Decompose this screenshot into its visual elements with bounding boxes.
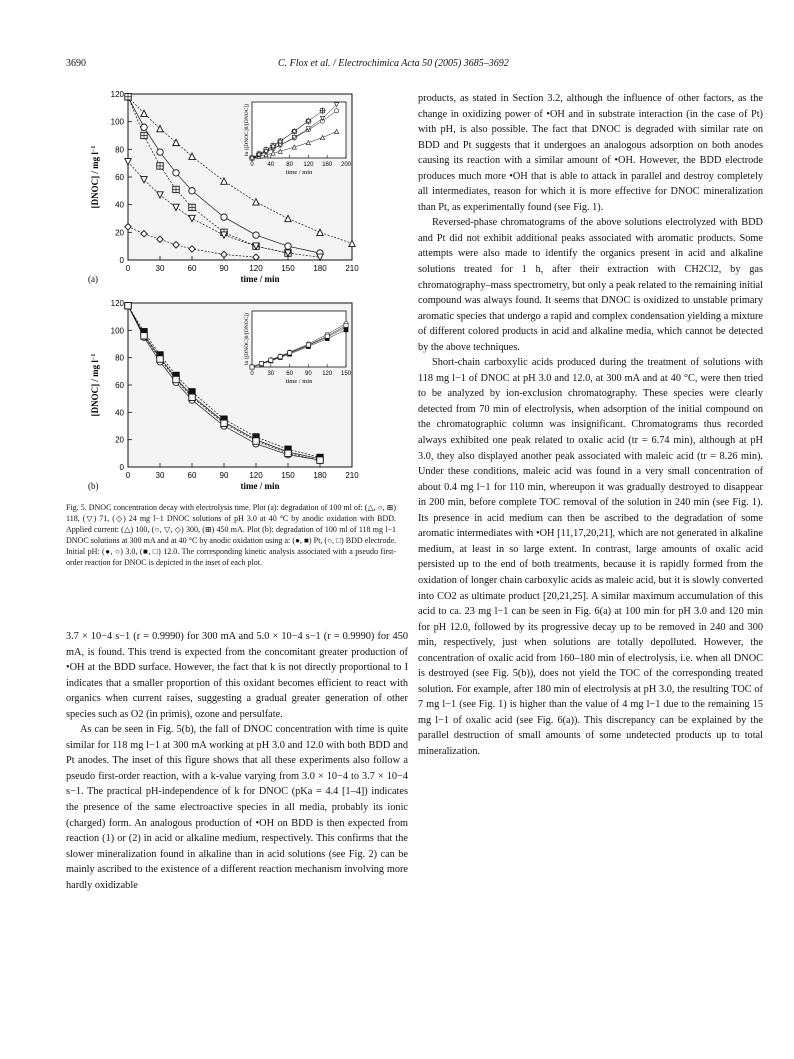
x-tick-label: 90 — [219, 471, 229, 480]
data-point — [306, 343, 310, 347]
y-tick-label: 0 — [119, 463, 124, 472]
data-point — [317, 457, 323, 463]
x-tick-label: 0 — [125, 471, 131, 480]
y-tick-label: 80 — [115, 353, 124, 363]
chart-5b — [84, 297, 406, 497]
inset-x-tick-label: 120 — [322, 371, 333, 377]
running-header: C. Flox et al. / Electrochimica Acta 50 (2005) 3685–3692 — [278, 58, 509, 69]
x-axis-label: time / min — [240, 274, 280, 284]
paragraph: As can be seen in Fig. 5(b), the fall of DNOC concentration with time is quite similar for 118 mg l−1 at 300 mA working at pH 3.0 and 12.0 with both BDD and Pt anodes. The inset of this figure shows that all these experiments also follow a pseudo first-order reaction, with a k-value varying from 3.0 × 10−4 to 3.7 × 10−4 s−1. The practical pH-independence of k for DNOC (pKa = 4.4 [1–4]) indicates the presence of the same electroactive species in all media, probably its ionic (charged) form. An analogous production of •OH on BDD is then expected from reaction (1) or (2) in acid or alkaline medium, respectively. This confirms that the slower mineralization found in alkaline than in acid solutions (see Fig. 2) can be mainly ascribed to the existence of a different reaction mechanism involving more hardly oxidizable — [66, 724, 408, 891]
data-point — [157, 149, 163, 155]
data-point — [173, 376, 179, 382]
x-tick-label: 210 — [345, 264, 359, 273]
y-tick-label: 40 — [115, 408, 124, 418]
data-point — [141, 333, 147, 339]
panel-label: (b) — [88, 481, 99, 491]
x-tick-label: 0 — [125, 264, 131, 273]
inset-x-tick-label: 160 — [322, 162, 333, 168]
inset-x-axis-label: time / min — [285, 169, 313, 176]
data-point — [335, 109, 339, 113]
figure-5b — [84, 297, 406, 497]
paragraph: products, as stated in Section 3.2, although the influence of other factors, as the change in oxidizing power of •OH and in substrate interaction (in the case of Pt) with pH, is also possible. The fact that DNOC is degraded with similar rate on BDD and Pt suggests that it undergoes an analogous adsorption on both anodes causing its reaction with a similar amount of •OH. However, the BDD electrode produces much more •OH that is able to attack in parallel and destroy completely all intermediates, reason for which it is more effective for DNOC mineralization than Pt, as experimentally found (see Fig. 1). — [418, 93, 763, 213]
data-point — [325, 334, 329, 338]
data-point — [189, 188, 195, 194]
data-point — [288, 351, 292, 355]
inset-x-tick-label: 80 — [286, 162, 293, 168]
paragraph: 3.7 × 10−4 s−1 (r = 0.9990) for 300 mA and 5.0 × 10−4 s−1 (r = 0.9990) for 450 mA, is found. This trend is expected from the concomitant greater production of •OH at the BDD surface. However, the fact that k is not directly proportional to I indicates that a smaller proportion of this oxidant becomes efficient to react with organics when current raises, suggesting a gradual greater generation of other species such as O2 (in primis), ozone and persulfate. — [66, 631, 408, 720]
y-tick-label: 100 — [110, 326, 124, 336]
paragraph: Short-chain carboxylic acids produced during the treatment of solutions with 118 mg l−1 of DNOC at pH 3.0 and 12.0, at 300 mA and at 40 °C, were then tried to be analyzed by ion-exclusion chromatography. These species were clearly detected from 70 min of electrolysis, when adsorption of the initial compound on the chromatographic column was insignificant. Chromatograms thus recorded always exhibited one peak related to oxalic acid (tr = 6.74 min), although at pH 3.0, they also displayed another peak associated with maleic acid (tr = 8.26 min). Under these conditions, maleic acid was found in a very small concentration of about 0.4 mg l−1 for 110 min, whereupon it was gradually destroyed to disappear in 200 min, before complete TOC removal of the solution in 240 min (see Fig. 1). Its presence in acid medium can then be ascribed to the degradation of some aromatic intermediates with •OH [11,17,20,21], which are not generated in alkaline medium, at least in so large extent. In contrast, large amounts of oxalic acid persisted up to the end of both treatments, because it is rapidly formed from the oxidation of longer chain carboxylic acids as maleic acid, but it is slowly converted into CO2 as ultimate product [20,21,25]. A similar maximum accumulation of this acid to ca. 23 mg l−1 can be seen in Fig. 6(a) at 100 min for pH 3.0 and 120 min for pH 12.0, followed by its progressive decay up to be removed in 240 and 300 min, respectively, just when solutions are totally depolluted. However, the concentration of oxalic acid from 160–180 min of electrolysis, i.e. when all DNOC is destroyed (see Fig. 5(b)), does not yield the TOC of the corresponding treated solution. For example, after 180 min of electrolysis at pH 3.0, the resulting TOC of 7 mg l−1 (see Fig. 1) is higher than the value of 4 mg l−1 due to the remaining 15 mg l−1 of oxalic acid (see Fig. 6(a)). This discrepancy can be explained by the parallel destruction of small amounts of some undetected products up to total mineralization. — [418, 357, 763, 757]
inset-x-axis-label: time / min — [285, 378, 313, 385]
y-tick-label: 60 — [115, 381, 124, 390]
data-point — [250, 365, 254, 369]
y-tick-label: 20 — [115, 228, 124, 238]
y-tick-label: 60 — [115, 173, 124, 182]
data-point — [125, 303, 131, 309]
inset-x-tick-label: 30 — [267, 371, 275, 377]
inset-x-tick-label: 150 — [340, 371, 352, 377]
y-tick-label: 20 — [115, 435, 124, 445]
x-tick-label: 150 — [281, 264, 295, 273]
data-point — [269, 358, 273, 362]
x-tick-label: 150 — [281, 471, 295, 480]
x-tick-label: 210 — [345, 471, 359, 480]
data-point — [344, 323, 348, 327]
x-tick-label: 30 — [155, 264, 165, 273]
figure-5a — [84, 88, 406, 290]
x-tick-label: 60 — [187, 471, 197, 480]
inset-y-axis-label: ln ([DNOC]0/[DNOC]) — [244, 312, 250, 366]
data-point — [285, 243, 291, 249]
data-point — [221, 420, 227, 426]
right-column — [418, 91, 763, 760]
inset-x-tick-label: 0 — [250, 162, 254, 168]
x-tick-label: 120 — [249, 471, 263, 480]
x-tick-label: 30 — [155, 471, 165, 480]
y-tick-label: 100 — [110, 117, 124, 127]
y-axis-label: [DNOC] / mg $l^{-1}$ — [90, 353, 100, 417]
paragraph: Reversed-phase chromatograms of the above solutions electrolyzed with BDD and Pt did not exhibit additional peaks associated with aromatic products. Some attempts were also made to identify the organics present in acid and alkaline solutions treated for 1 h, after their extraction with CH2Cl2, by gas chromatography–mass spectrometry, but only a peak related to the remaining initial compound was always found. It seems that DNOC is oxidized to unstable primary aromatic species that undergo a rapid and complex condensation yielding a mixture of different colored products in acid and alkaline media, which cannot be detected by the above techniques. — [418, 217, 763, 353]
data-point — [253, 232, 259, 238]
x-tick-label: 180 — [313, 471, 327, 480]
x-tick-label: 60 — [187, 264, 197, 273]
data-point — [157, 356, 163, 362]
panel-label: (a) — [88, 274, 98, 284]
data-point — [189, 394, 195, 400]
inset-x-tick-label: 40 — [267, 162, 275, 168]
page-number: 3690 — [66, 58, 86, 69]
chart-5a — [84, 88, 406, 290]
y-tick-label: 40 — [115, 200, 124, 210]
y-tick-label: 120 — [110, 299, 124, 308]
inset-y-axis-label: ln ([DNOC]0/[DNOC]) — [244, 103, 250, 157]
y-tick-label: 120 — [110, 90, 124, 99]
x-tick-label: 180 — [313, 264, 327, 273]
data-point — [344, 328, 348, 332]
y-tick-label: 0 — [119, 256, 124, 265]
data-point — [221, 214, 227, 220]
data-point — [285, 450, 291, 456]
figure-caption: Fig. 5. DNOC concentration decay with electrolysis time. Plot (a): degradation of 100 ml of: (△, ○, ⊞) 118, (▽) 71, (◇) 24 mg l−1 DNOC solutions of pH 3.0 at 40 °C by anodic oxidation with BDD. Applied current: (△) 100, (○, ▽, ◇) 300, (⊞) 450 mA. Plot (b): degradation of 100 ml of 118 mg l−1 DNOC solutions at 300 mA and at 40 °C by anodic oxidation using a: (●, ■) Pt, (○, □) BDD electrode. Initial pH: (●, ○) 3.0, (■, □) 12.0. The corresponding kinetic analysis associated with a pseudo first-order reaction for DNOC is depicted in the inset of each plot. — [66, 503, 396, 567]
inset-x-tick-label: 200 — [340, 162, 352, 168]
inset-x-tick-label: 0 — [250, 371, 254, 377]
data-point — [173, 170, 179, 176]
y-tick-label: 80 — [115, 145, 124, 155]
inset-area — [252, 311, 346, 367]
data-point — [253, 438, 259, 444]
x-tick-label: 120 — [249, 264, 263, 273]
data-point — [259, 361, 263, 365]
inset-x-tick-label: 120 — [303, 162, 314, 168]
y-axis-label: [DNOC] / mg $l^{-1}$ — [90, 145, 100, 209]
data-point — [278, 355, 282, 359]
left-column — [66, 629, 408, 893]
inset-x-tick-label: 90 — [305, 371, 312, 377]
x-axis-label: time / min — [240, 481, 280, 491]
inset-x-tick-label: 60 — [286, 371, 293, 377]
x-tick-label: 90 — [219, 264, 229, 273]
